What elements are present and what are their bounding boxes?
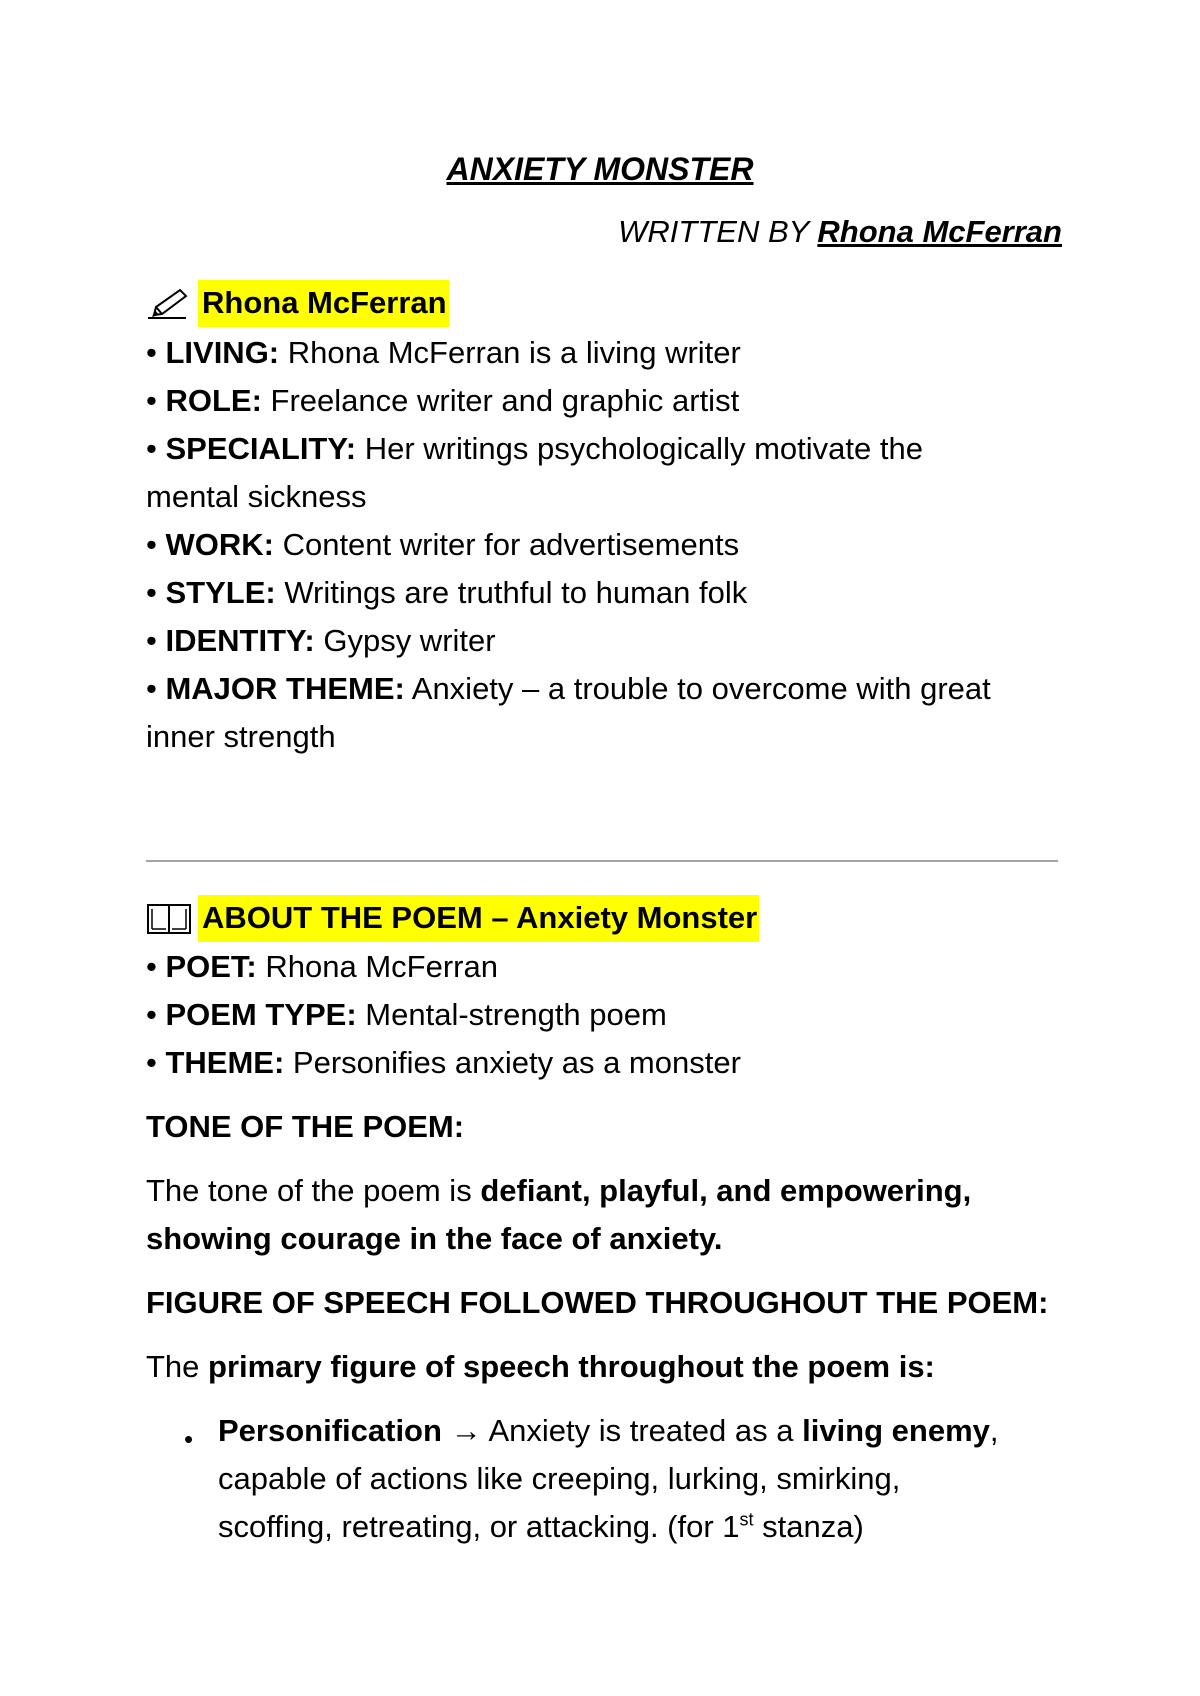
poem-item: • POET: Rhona McFerran bbox=[146, 949, 498, 984]
byline-author: Rhona McFerran bbox=[817, 214, 1062, 249]
author-item: • LIVING: Rhona McFerran is a living writer bbox=[146, 335, 741, 370]
author-item: • ROLE: Freelance writer and graphic artist bbox=[146, 383, 740, 418]
poem-section-heading bbox=[146, 895, 759, 942]
figure-intro: The primary figure of speech throughout the poem is: bbox=[146, 1349, 935, 1384]
figure-list-item-line3: scoffing, retreating, or attacking. (for 1st stanza) bbox=[218, 1509, 864, 1544]
poem-heading: ABOUT THE POEM – Anxiety Monster bbox=[198, 895, 759, 942]
page-title: ANXIETY MONSTER bbox=[446, 151, 754, 187]
poem-item: • POEM TYPE: Mental-strength poem bbox=[146, 997, 667, 1032]
list-bullet: • bbox=[184, 1424, 194, 1454]
author-item-continuation: inner strength bbox=[146, 719, 336, 754]
pencil-icon bbox=[146, 287, 192, 321]
book-icon bbox=[146, 902, 192, 936]
tone-line-1: The tone of the poem is defiant, playful, and empowering, bbox=[146, 1173, 972, 1208]
figure-list-item-line1: Personification → Anxiety is treated as a living enemy, bbox=[218, 1413, 999, 1448]
byline bbox=[618, 213, 1062, 250]
author-item: • SPECIALITY: Her writings psychologically motivate the bbox=[146, 431, 923, 466]
author-item: • IDENTITY: Gypsy writer bbox=[146, 623, 496, 658]
author-heading: Rhona McFerran bbox=[198, 280, 449, 327]
author-item: • MAJOR THEME: Anxiety – a trouble to overcome with great bbox=[146, 671, 991, 706]
poem-item: • THEME: Personifies anxiety as a monster bbox=[146, 1045, 741, 1080]
author-section-heading bbox=[146, 280, 449, 327]
byline-prefix: WRITTEN BY bbox=[618, 214, 809, 249]
author-item-continuation: mental sickness bbox=[146, 479, 367, 514]
figure-heading: FIGURE OF SPEECH FOLLOWED THROUGHOUT THE POEM: bbox=[146, 1285, 1049, 1320]
section-divider bbox=[146, 860, 1058, 862]
figure-list-item-line2: capable of actions like creeping, lurking, smirking, bbox=[218, 1461, 901, 1496]
tone-heading: TONE OF THE POEM: bbox=[146, 1109, 465, 1144]
author-item: • WORK: Content writer for advertisements bbox=[146, 527, 740, 562]
tone-line-2: showing courage in the face of anxiety. bbox=[146, 1221, 723, 1256]
author-item: • STYLE: Writings are truthful to human folk bbox=[146, 575, 748, 610]
